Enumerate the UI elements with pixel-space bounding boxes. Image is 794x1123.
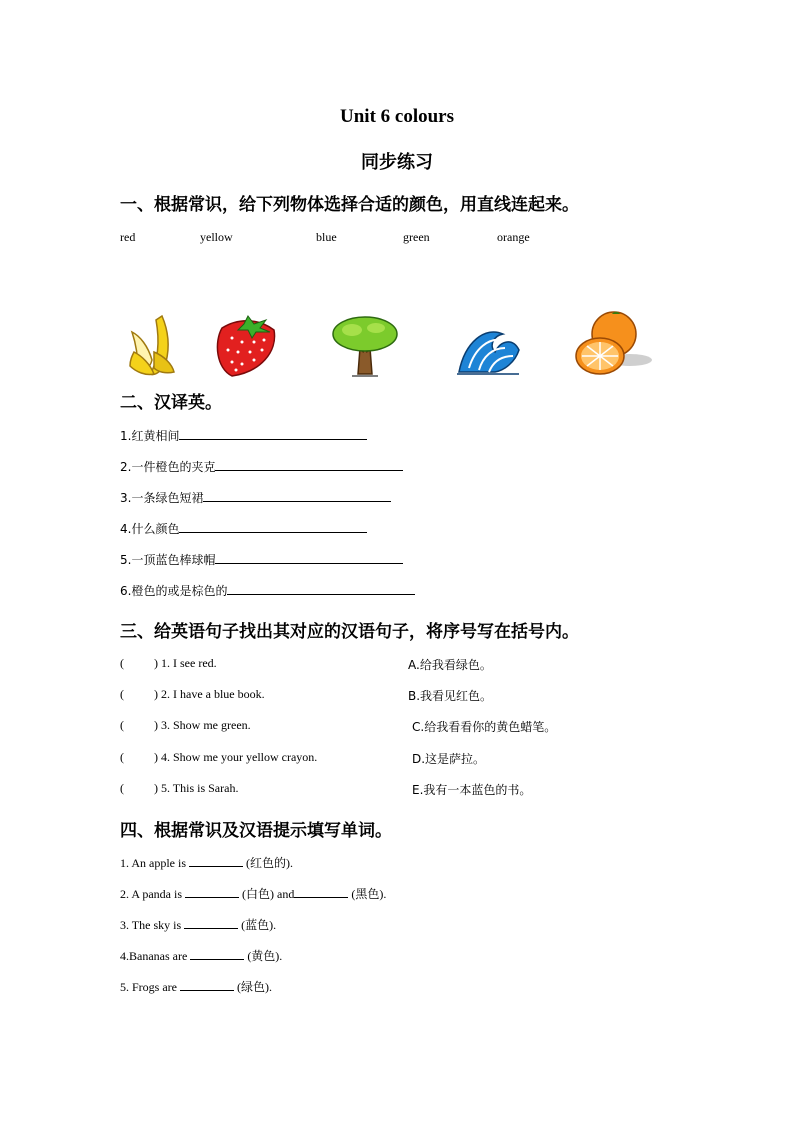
answer-blank[interactable] <box>215 458 403 471</box>
fill-item-1: 1. An apple is (红色的). <box>120 856 293 870</box>
fill-item-2: 2. A panda is (白色) and (黑色). <box>120 887 387 901</box>
answer-paren[interactable]: ( <box>120 687 124 701</box>
section4-heading: 四、根据常识及汉语提示填写单词。 <box>120 821 392 841</box>
orange-fruit-icon <box>574 310 656 378</box>
color-word-green: green <box>403 230 430 244</box>
fill-item-5: 5. Frogs are (绿色). <box>120 980 272 994</box>
match-option-a: A.给我看绿色。 <box>408 658 492 672</box>
section3-heading: 三、给英语句子找出其对应的汉语句子，将序号写在括号内。 <box>120 622 579 642</box>
match-option-c: C.给我看看你的黄色蜡笔。 <box>412 720 557 734</box>
match-sentence-5: ( ) 5. This is Sarah. <box>120 781 239 795</box>
match-option-d: D.这是萨拉。 <box>412 752 486 766</box>
match-sentence-1: ( ) 1. I see red. <box>120 656 217 670</box>
fill-blank[interactable] <box>190 948 244 960</box>
translate-prompt: 2.一件橙色的夹克 <box>120 460 216 474</box>
answer-blank[interactable] <box>179 427 367 440</box>
answer-blank[interactable] <box>203 489 391 502</box>
translate-item-5 <box>120 551 403 568</box>
answer-blank[interactable] <box>227 582 415 595</box>
fill-item-4: 4.Bananas are (黄色). <box>120 949 283 963</box>
color-word-red: red <box>120 230 136 244</box>
color-word-blue: blue <box>316 230 337 244</box>
translate-prompt: 3.一条绿色短裙 <box>120 491 204 505</box>
translate-prompt: 5.一顶蓝色棒球帽 <box>120 553 216 567</box>
translate-prompt: 6.橙色的或是棕色的 <box>120 584 228 598</box>
fill-item-3: 3. The sky is (蓝色). <box>120 918 277 932</box>
match-sentence-3: ( ) 3. Show me green. <box>120 718 251 732</box>
answer-paren[interactable]: ( <box>120 750 124 764</box>
match-sentence-4: ( ) 4. Show me your yellow crayon. <box>120 750 318 764</box>
translate-item-4 <box>120 520 367 537</box>
answer-paren[interactable]: ( <box>120 656 124 670</box>
fill-blank[interactable] <box>180 979 234 991</box>
page-title: Unit 6 colours <box>340 106 454 127</box>
tree-icon <box>330 312 400 378</box>
section1-heading: 一、根据常识，给下列物体选择合适的颜色，用直线连起来。 <box>120 195 579 215</box>
match-option-b: B.我看见红色。 <box>408 689 493 703</box>
answer-blank[interactable] <box>179 520 367 533</box>
translate-item-3 <box>120 489 391 506</box>
fill-blank[interactable] <box>294 886 348 898</box>
match-option-e: E.我有一本蓝色的书。 <box>412 783 532 797</box>
translate-item-1 <box>120 427 367 444</box>
banana-icon <box>124 312 180 378</box>
page-subtitle: 同步练习 <box>361 152 433 173</box>
match-sentence-2: ( ) 2. I have a blue book. <box>120 687 265 701</box>
translate-prompt: 4.什么颜色 <box>120 522 180 536</box>
section2-heading: 二、汉译英。 <box>120 393 222 413</box>
fill-blank[interactable] <box>184 917 238 929</box>
translate-item-2 <box>120 458 403 475</box>
wave-icon <box>455 312 521 378</box>
fill-blank[interactable] <box>189 855 243 867</box>
fill-blank[interactable] <box>185 886 239 898</box>
answer-blank[interactable] <box>215 551 403 564</box>
color-word-yellow: yellow <box>200 230 233 244</box>
translate-prompt: 1.红黄相间 <box>120 429 180 443</box>
answer-paren[interactable]: ( <box>120 718 124 732</box>
answer-paren[interactable]: ( <box>120 781 124 795</box>
strawberry-icon <box>212 312 280 378</box>
color-word-orange: orange <box>497 230 530 244</box>
translate-item-6 <box>120 582 415 599</box>
